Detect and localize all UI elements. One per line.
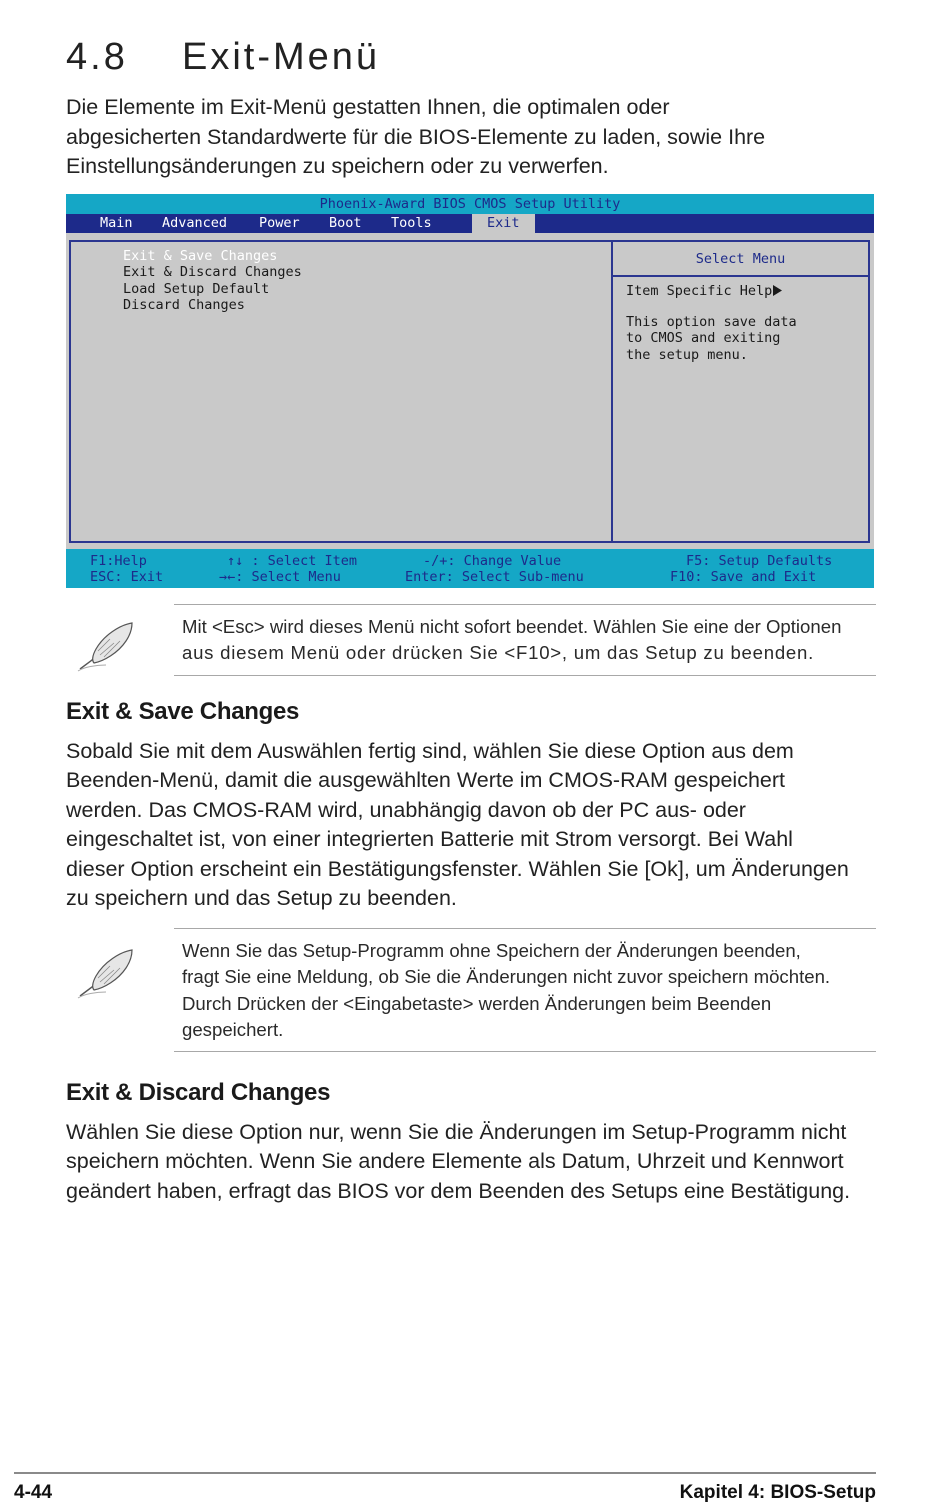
key-f10-save: F10: Save and Exit: [670, 569, 817, 585]
paragraph-exit-save: [66, 737, 886, 913]
feather-pen-icon: [74, 942, 152, 1002]
para-line: Sobald Sie mit dem Auswählen fertig sind, wählen Sie diese Option aus dem: [66, 739, 794, 763]
bios-item-exit-save[interactable]: Exit & Save Changes: [123, 248, 278, 264]
note-unsaved: [182, 938, 882, 1044]
bios-item-list: [123, 248, 302, 313]
intro-paragraph: [66, 93, 886, 182]
heading-exit-save: Exit & Save Changes: [66, 698, 300, 725]
note-line: gespeichert.: [182, 1019, 284, 1041]
para-line: geändert haben, erfragt das BIOS vor dem Beenden des Setups eine Bestätigung.: [66, 1178, 851, 1203]
triangle-right-icon: [773, 285, 782, 296]
section-number: 4.8: [66, 36, 128, 78]
key-change-value: -/+: Change Value: [423, 553, 562, 569]
note-line: Mit <Esc> wird dieses Menü nicht sofort beendet. Wählen Sie eine der Optionen: [182, 616, 842, 637]
page-title: [66, 36, 380, 79]
chapter-title: Kapitel 4: BIOS-Setup: [679, 1482, 876, 1503]
bios-key-legend: [66, 549, 874, 588]
key-f1-help: F1:Help: [90, 553, 147, 569]
para-line: zu speichern und das Setup zu beenden.: [66, 886, 457, 911]
note-top-rule: [174, 604, 876, 605]
bios-help-title: Select Menu: [695, 251, 786, 267]
bios-item-load-default[interactable]: Load Setup Default: [123, 280, 270, 297]
page-number: 4-44: [14, 1482, 53, 1503]
bios-help-line: This option save data: [626, 314, 797, 330]
bios-help-heading-row: [626, 283, 782, 299]
bios-help-heading: Item Specific Help: [626, 283, 773, 299]
heading-exit-discard: Exit & Discard Changes: [66, 1079, 331, 1106]
section-title: Exit-Menü: [182, 36, 381, 78]
para-line: Beenden-Menü, damit die ausgewählten Werte im CMOS-RAM gespeichert: [66, 768, 785, 793]
note-esc: [182, 614, 882, 667]
key-esc-exit: ESC: Exit: [90, 569, 164, 585]
bios-help-separator: [613, 275, 868, 277]
para-line: werden. Das CMOS-RAM wird, unabhängig davon ob der PC aus- oder: [66, 797, 746, 822]
tab-power[interactable]: Power: [259, 215, 300, 231]
key-select-submenu: Enter: Select Sub-menu: [405, 569, 584, 585]
bios-help-line: the setup menu.: [626, 346, 748, 363]
key-f5-defaults: F5: Setup Defaults: [686, 553, 833, 569]
bios-item-exit-discard[interactable]: Exit & Discard Changes: [123, 264, 302, 281]
para-line: speichern möchten. Wenn Sie andere Elemente als Datum, Uhrzeit und Kennwort: [66, 1149, 844, 1174]
tab-main[interactable]: Main: [100, 215, 133, 231]
bios-help-line: to CMOS and exiting: [626, 330, 781, 347]
note-top-rule: [174, 928, 876, 929]
bios-title-bar: Phoenix-Award BIOS CMOS Setup Utility: [66, 194, 874, 214]
note-line: aus diesem Menü oder drücken Sie <F10>, um das Setup zu beenden.: [182, 642, 815, 664]
para-line: dieser Option erscheint ein Bestätigungsfenster. Wählen Sie [Ok], um Änderungen: [66, 856, 849, 881]
para-line: Wählen Sie diese Option nur, wenn Sie die Änderungen im Setup-Programm nicht: [66, 1120, 847, 1144]
para-line: eingeschaltet ist, von einer integrierten Batterie mit Strom versorgt. Bei Wahl: [66, 827, 793, 852]
tab-tools[interactable]: Tools: [391, 215, 432, 231]
key-select-menu: →←: Select Menu: [219, 569, 341, 585]
intro-line: Die Elemente im Exit-Menü gestatten Ihnen, die optimalen oder: [66, 95, 670, 119]
note-bottom-rule: [174, 675, 876, 676]
feather-pen-icon: [74, 615, 152, 675]
footer-rule: [14, 1472, 876, 1474]
intro-line: abgesicherten Standardwerte für die BIOS-Elemente zu laden, sowie Ihre: [66, 124, 766, 149]
tab-advanced[interactable]: Advanced: [162, 215, 228, 231]
bios-panel-divider: [611, 242, 613, 541]
bios-content-frame: [69, 240, 870, 543]
key-select-item: ↑↓ : Select Item: [227, 553, 358, 569]
bios-screen: [66, 194, 874, 588]
note-line: Wenn Sie das Setup-Programm ohne Speichern der Änderungen beenden,: [182, 940, 801, 961]
note-bottom-rule: [174, 1051, 876, 1052]
bios-menu-bar: [66, 214, 874, 233]
bios-item-discard[interactable]: Discard Changes: [123, 296, 245, 313]
tab-boot[interactable]: Boot: [329, 215, 362, 231]
note-line: Durch Drücken der <Eingabetaste> werden Änderungen beim Beenden: [182, 992, 772, 1014]
paragraph-exit-discard: [66, 1118, 886, 1206]
note-line: fragt Sie eine Meldung, ob Sie die Änderungen nicht zuvor speichern möchten.: [182, 966, 831, 988]
bios-help-text: [626, 314, 797, 363]
intro-line: Einstellungsänderungen zu speichern oder zu verwerfen.: [66, 154, 609, 178]
tab-exit[interactable]: Exit: [472, 214, 535, 233]
